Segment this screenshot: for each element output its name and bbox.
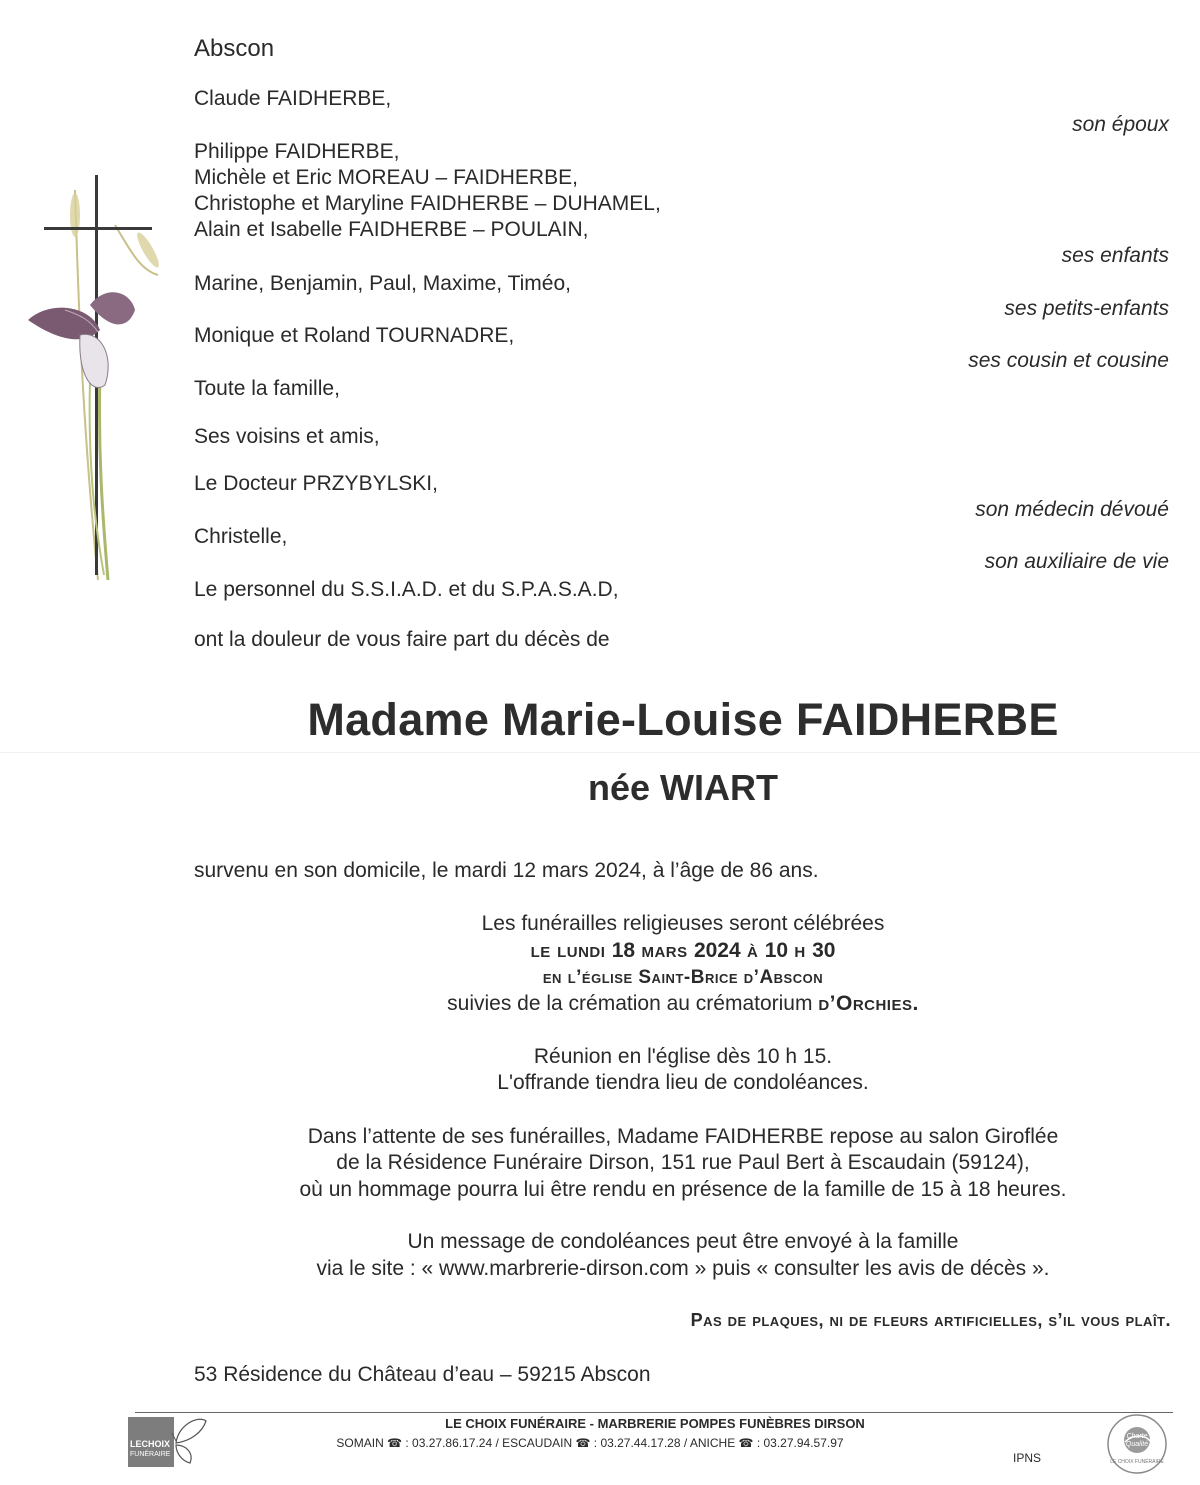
phone-icon: ☎ — [575, 1436, 591, 1450]
seal-text: Charte Qualité — [1125, 1433, 1149, 1448]
seal-ring-text: LE CHOIX FUNÉRAIRE — [1110, 1459, 1164, 1465]
logo-left-line1: LECHOIX — [130, 1439, 171, 1449]
ceremony-line: Les funérailles religieuses seront célébrées — [481, 912, 885, 935]
family-line: Claude FAIDHERBE, — [194, 87, 392, 110]
family-line: Michèle et Eric MOREAU – FAIDHERBE, — [194, 166, 578, 189]
relation-label: ses petits-enfants — [1004, 297, 1169, 320]
ceremony-location: en l’église Saint-Brice d’Abscon — [542, 967, 824, 988]
calla-lily — [80, 334, 108, 387]
relation-label: son époux — [1072, 113, 1169, 136]
logo-left-line2: FUNÉRAIRE — [130, 1451, 171, 1458]
ceremony-date: le lundi 18 mars 2024 à 10 h 30 — [530, 939, 836, 962]
relation-label: ses enfants — [1061, 244, 1169, 267]
salon-line: Dans l’attente de ses funérailles, Madame FAIDHERBE repose au salon Giroflée — [307, 1125, 1059, 1148]
family-line: Toute la famille, — [194, 377, 340, 400]
phone-icon: ☎ — [738, 1436, 754, 1450]
charte-qualite-logo — [1105, 1412, 1169, 1476]
message-line: via le site : « www.marbrerie-dirson.com » puis « consulter les avis de décès ». — [316, 1257, 1050, 1280]
ipns-label: IPNS — [1013, 1451, 1042, 1465]
footer-title: LE CHOIX FUNÉRAIRE - MARBRERIE POMPES FUNÈBRES DIRSON — [445, 1416, 865, 1431]
town-header: Abscon — [194, 35, 275, 62]
ceremony-cremation: suivies de la crémation au crématorium d’Orchies. — [447, 992, 919, 1015]
reunion-line: Réunion en l'église dès 10 h 15. — [533, 1045, 833, 1068]
family-line: Ses voisins et amis, — [194, 425, 380, 448]
family-line: Alain et Isabelle FAIDHERBE – POULAIN, — [194, 218, 589, 241]
cross-lily-icon — [20, 170, 170, 590]
deceased-name: Madame Marie-Louise FAIDHERBE — [307, 694, 1059, 745]
family-line: ont la douleur de vous faire part du décès de — [194, 628, 610, 651]
maiden-name: née WIART — [587, 767, 778, 808]
relation-label: son auxiliaire de vie — [984, 550, 1169, 573]
family-line: Christophe et Maryline FAIDHERBE – DUHAMEL, — [194, 192, 661, 215]
family-line: Le personnel du S.S.I.A.D. et du S.P.A.S.A.D, — [194, 578, 619, 601]
cross-horizontal — [44, 227, 152, 230]
relation-label: ses cousin et cousine — [968, 349, 1169, 372]
family-line: Marine, Benjamin, Paul, Maxime, Timéo, — [194, 272, 571, 295]
salon-line: où un hommage pourra lui être rendu en présence de la famille de 15 à 18 heures. — [299, 1178, 1067, 1201]
phone-icon: ☎ — [387, 1436, 403, 1450]
reunion-line: L'offrande tiendra lieu de condoléances. — [497, 1071, 869, 1094]
family-address: 53 Résidence du Château d’eau – 59215 Abscon — [194, 1363, 651, 1386]
message-line: Un message de condoléances peut être envoyé à la famille — [407, 1230, 959, 1253]
family-line: Philippe FAIDHERBE, — [194, 140, 400, 163]
relation-label: son médecin dévoué — [975, 498, 1169, 521]
footer-divider — [135, 1412, 1173, 1413]
salon-line: de la Résidence Funéraire Dirson, 151 rue Paul Bert à Escaudain (59124), — [336, 1151, 1030, 1174]
death-details: survenu en son domicile, le mardi 12 mars 2024, à l’âge de 86 ans. — [194, 859, 819, 882]
footer-phones: SOMAIN ☎ : 03.27.86.17.24 / ESCAUDAIN ☎ : 03.27.44.17.28 / ANICHE ☎ : 03.27.94.57.97 — [336, 1436, 844, 1450]
family-line: Monique et Roland TOURNADRE, — [194, 324, 515, 347]
no-flowers-note: Pas de plaques, ni de fleurs artificielles, s’il vous plaît. — [690, 1310, 1171, 1330]
family-line: Christelle, — [194, 525, 288, 548]
family-line: Le Docteur PRZYBYLSKI, — [194, 472, 438, 495]
page-fold-line — [0, 752, 1200, 753]
